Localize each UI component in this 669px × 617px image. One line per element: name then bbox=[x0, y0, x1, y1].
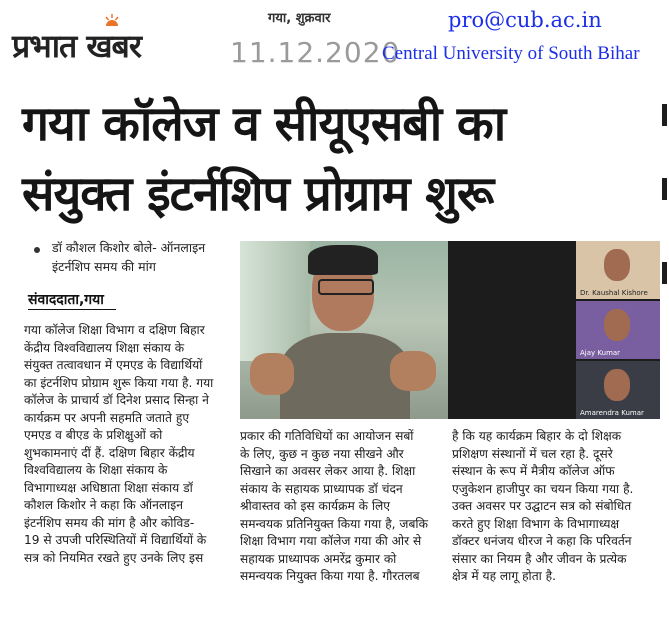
text-line: संसार का नियम है और जीवन के प्रत्येक bbox=[452, 551, 627, 566]
text-line: कौशल किशोर ने कहा कि ऑनलाइन bbox=[24, 498, 184, 512]
text-line: श्रीवास्तव को इस कार्यक्रम के लिए bbox=[240, 499, 391, 513]
byline: संवाददाता,गया bbox=[28, 292, 104, 308]
text-line: विभागाध्यक्ष अधिष्ठाता शिक्षा संकाय डॉ bbox=[24, 480, 193, 495]
text-line: संस्थान के रूप में मैत्रीय कॉलेज ऑफ bbox=[452, 464, 615, 478]
adjacent-column-edge bbox=[662, 262, 667, 284]
participant-name: Dr. Kaushal Kishore bbox=[580, 289, 648, 297]
subhead-line-2: इंटर्नशिप समय की मांग bbox=[52, 259, 156, 274]
text-line: प्रशिक्षण संस्थानों में चल रहा है. दूसरे bbox=[452, 446, 613, 461]
logo-sun-icon bbox=[105, 14, 119, 28]
text-line: समन्वयक प्रतिनियुक्त किया गया है, जबकि bbox=[240, 516, 428, 531]
text-line: संयुक्त तत्वावधान में एमएड के विद्यार्थियों bbox=[24, 358, 203, 372]
headline-line-1: गया कॉलेज व सीयूएसबी का bbox=[22, 96, 506, 152]
text-line: करते हुए शिक्षा विभाग के विभागाध्यक्ष bbox=[452, 516, 620, 531]
main-speaker-video bbox=[240, 241, 448, 419]
text-line: सिखाने का अवसर लेकर आया है. शिक्षा bbox=[240, 464, 416, 478]
text-line: इंटर्नशिप समय की मांग है और कोविड- bbox=[24, 515, 195, 530]
edition-date: 11.12.2020 bbox=[230, 36, 401, 69]
participant-tile bbox=[576, 361, 660, 419]
text-line: संकाय के सहायक प्राध्यापक डॉ चंदन bbox=[240, 481, 403, 496]
byline-underline bbox=[28, 309, 116, 310]
speaker-left-hand bbox=[250, 353, 294, 395]
text-line: सत्र को नियमित रखते हुए उनके लिए इस bbox=[24, 550, 204, 565]
text-line: सहायक प्राध्यापक अमरेंद्र कुमार को bbox=[240, 551, 397, 566]
text-line: उक्त अवसर पर उद्घाटन सत्र को संबोधित bbox=[452, 499, 632, 513]
participant-name: Ajay Kumar bbox=[580, 349, 621, 357]
text-line: प्रकार की गतिविधियों का आयोजन सबों bbox=[240, 429, 414, 443]
annotation-email: pro@cub.ac.in bbox=[448, 8, 602, 32]
adjacent-column-edge bbox=[662, 178, 667, 200]
text-line: है कि यह कार्यक्रम बिहार के दो शिक्षक bbox=[452, 429, 622, 443]
participant-face bbox=[604, 309, 630, 341]
newspaper-logo: प्रभात खबर bbox=[12, 27, 141, 65]
participant-tile bbox=[576, 241, 660, 299]
text-line: विश्वविद्यालय के शिक्षा संकाय के bbox=[24, 463, 168, 477]
headline-line-2: संयुक्त इंटर्नशिप प्रोग्राम शुरू bbox=[22, 166, 494, 222]
text-line: एमएड व बीएड के प्रशिक्षुओं को bbox=[24, 428, 163, 442]
participant-face bbox=[604, 249, 630, 281]
text-line: एजुकेशन हाजीपुर का चयन किया गया है. bbox=[452, 481, 634, 496]
text-line: के लिए, कुछ न कुछ नया सीखने और bbox=[240, 446, 404, 461]
subhead-line-1: डॉ कौशल किशोर बोले- ऑनलाइन bbox=[52, 240, 206, 255]
speaker-hair bbox=[308, 245, 378, 275]
participant-face bbox=[604, 369, 630, 401]
article-column-3 bbox=[452, 428, 660, 586]
text-line: केंद्रीय विश्वविद्यालय शिक्षा संकाय के bbox=[24, 340, 185, 355]
edition-place-day: गया, शुक्रवार bbox=[268, 11, 331, 26]
article-column-1 bbox=[24, 322, 230, 567]
text-line: 19 से उपजी परिस्थितियों में विद्यार्थियों के bbox=[24, 533, 207, 547]
text-line: का इंटर्नशिप प्रोग्राम शुरू किया गया है. गया bbox=[24, 375, 214, 390]
text-line: गया कॉलेज शिक्षा विभाग व दक्षिण बिहार bbox=[24, 323, 205, 337]
text-line: कार्यक्रम पर अपनी सहमति जताते हुए bbox=[24, 410, 190, 425]
participant-tile bbox=[576, 301, 660, 359]
text-line: क्षेत्र में यह लागू होता है. bbox=[452, 569, 557, 583]
annotation-university: Central University of South Bihar bbox=[382, 43, 640, 64]
subhead-bullet-icon bbox=[34, 247, 40, 253]
adjacent-column-edge bbox=[662, 104, 667, 126]
participant-name: Amarendra Kumar bbox=[580, 409, 644, 417]
article-column-2 bbox=[240, 428, 444, 586]
text-line: शुभकामनाएं दीं हैं. दक्षिण बिहार केंद्रीय bbox=[24, 445, 195, 460]
speaker-right-hand bbox=[390, 351, 436, 391]
speaker-glasses bbox=[318, 279, 374, 295]
video-conference-photo bbox=[240, 241, 660, 419]
text-line: समन्वयक नियुक्त किया गया है. गौरतलब bbox=[240, 569, 420, 583]
text-line: डॉक्टर धनंजय धीरज ने कहा कि परिवर्तन bbox=[452, 534, 632, 548]
text-line: कॉलेज के प्राचार्य डॉ दिनेश प्रसाद सिन्हा ने bbox=[24, 393, 209, 407]
text-line: शिक्षा विभाग गया कॉलेज गया की ओर से bbox=[240, 534, 422, 548]
